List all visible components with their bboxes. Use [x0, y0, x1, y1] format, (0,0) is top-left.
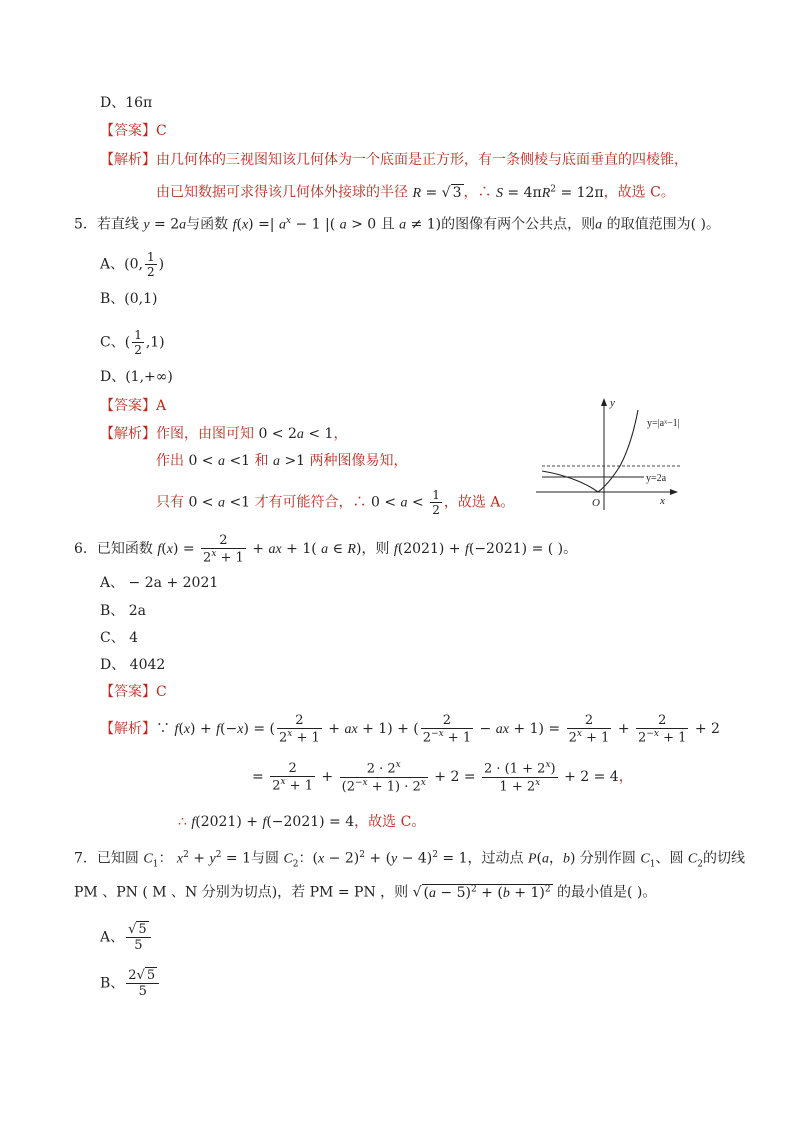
- q6-stem: 6．已知函数 f(x) = $\frac{2}{2^x + 1}$ + ax + 1( a ∈ R)，则 f(2021) + f(−2021) = ( )。: [74, 533, 578, 566]
- q4-analysis-line-2: 由已知数据可求得该几何体外接球的半径 R = √ 3 ，∴ $S = 4\pi R^2 = 12\pi$，故选 C。: [156, 184, 675, 201]
- q4-answer-line: [100, 121, 167, 141]
- analysis-tag: 【解析】: [100, 426, 156, 442]
- stem-text: 的取值范围为( )。: [606, 216, 720, 233]
- x-axis-arrow: [670, 489, 678, 495]
- analysis-tag: 【解析】: [100, 721, 156, 737]
- q7-option-b: B、 $\frac{2√ 5}{5}$: [100, 968, 161, 999]
- stem-text: ，过动点: [467, 850, 528, 867]
- q5-answer-line: [100, 396, 166, 416]
- q5-option-b: B、(0,1): [100, 291, 158, 307]
- curve-label: y=|aˣ−1|: [647, 418, 680, 429]
- line-label: y=2a: [646, 473, 667, 484]
- analysis-text: 由已知数据可求得该几何体外接球的半径: [156, 184, 413, 201]
- stem-text: ，则: [361, 541, 394, 558]
- stem-text: 7．已知圆: [74, 850, 144, 867]
- stem-text: 与函数: [186, 216, 233, 233]
- answer-tag: 【答案】: [100, 398, 156, 414]
- answer-tag: 【答案】: [100, 684, 156, 700]
- q5-stem: 5．若直线 y = 2a与函数 f(x) =| $a^x - 1$ |( a > 0 且 a ≠ 1)的图像有两个公共点，则a 的取值范围为( )。: [74, 216, 720, 233]
- analysis-text: ，故选 C。: [603, 184, 675, 201]
- q7-stem-line-2: PM 、PN ( M 、N 分别为切点)，若 PM = PN ，则 √ $(a - 5)^2 + (b + 1)^2$ 的最小值是( )。: [74, 884, 657, 901]
- function-graph-figure: [532, 396, 708, 512]
- q6-analysis-line-2: = $\frac{2}{2^x + 1}$ + $\frac{2 \cdot 2^x}{(2^{-x} + 1) \cdot 2^x}$ + 2 = $\frac{2 \cdot (1 + 2^x)}{1 + 2^x}$ + 2 = 4，: [252, 760, 633, 794]
- q4-analysis-line-1: [100, 150, 688, 170]
- stem-text: PM 、PN ( M 、N 分别为切点)，若 PM = PN ，则: [74, 884, 413, 901]
- q5-analysis-line-3: 只有 0 < a <1 才有可能符合，∴ 0 < a < $\frac{1}{2}$ ，故选 A。: [156, 488, 515, 517]
- stem-text: 与圆: [250, 850, 284, 867]
- answer-tag: 【答案】: [100, 123, 156, 139]
- answer-value: C: [156, 684, 167, 700]
- q5-analysis-line-1: 【解析】作图，由图可知 0 < 2a < 1，: [100, 426, 348, 442]
- curve-abs-exp: [542, 410, 638, 492]
- stem-text: 的最小值是( )。: [552, 884, 657, 901]
- q6-answer-line: [100, 682, 167, 702]
- q5-analysis-line-2: 作出 0 < a <1 和 a >1 两种图像易知，: [156, 453, 408, 469]
- q4-option-d: D、16π: [100, 95, 153, 111]
- answer-value: C: [156, 123, 167, 139]
- q7-stem-line-1: 7．已知圆 $C_1$： $x^2 + y^2 = 1$与圆 $C_2$：$(x - 2)^2 + (y - 4)^2 = 1$，过动点 P(a，b) 分别作圆 $C_1$、圆 $C_2$的切线: [74, 850, 745, 870]
- analysis-text: ，∴: [463, 184, 496, 201]
- analysis-text: 由几何体的三视图知该几何体为一个底面是正方形，有一条侧棱与底面垂直的四棱锥，: [156, 152, 688, 168]
- q6-analysis-line-1: 【解析】∵ f(x) + f(−x) = ( $\frac{2}{2^x + 1}$ + ax + 1) + ( $\frac{2}{2^{-x} + 1}$ − ax + 1) = $\frac{2}{2^x + 1}$ + $\frac{2}{2^{-x} + 1}$ + 2: [100, 712, 720, 746]
- q6-option-b: B、 2a: [100, 603, 146, 619]
- stem-text: 分别作圆: [575, 850, 641, 867]
- q6-option-a: A、 − 2a + 2021: [100, 575, 219, 591]
- q6-option-c: C、 4: [100, 630, 139, 646]
- analysis-text: 作图，由图可知: [156, 426, 259, 442]
- y-axis-label: y: [610, 397, 615, 409]
- analysis-tag: 【解析】: [100, 152, 156, 168]
- q7-option-a: A、 $\frac{√ 5}{5}$: [100, 922, 153, 953]
- stem-text: 5．若直线: [74, 216, 144, 233]
- stem-text: 的图像有两个公共点，则: [441, 216, 596, 233]
- stem-text: 6．已知函数: [74, 541, 158, 558]
- stem-text: 的切线: [703, 850, 745, 867]
- x-axis-label: x: [660, 495, 665, 507]
- q6-conclusion: ∴ f(2021) + f(−2021) = 4，故选 C。: [178, 814, 426, 830]
- q5-option-d: D、(1,+∞): [100, 369, 173, 385]
- q5-option-c: C、( $\frac{1}{2}$ ,1): [100, 328, 165, 357]
- origin-label: O: [592, 497, 600, 509]
- q5-option-a: A、(0, $\frac{1}{2}$ ): [100, 250, 165, 279]
- answer-value: A: [156, 398, 167, 414]
- y-axis-arrow: [601, 398, 607, 406]
- q6-option-d: D、 4042: [100, 657, 166, 673]
